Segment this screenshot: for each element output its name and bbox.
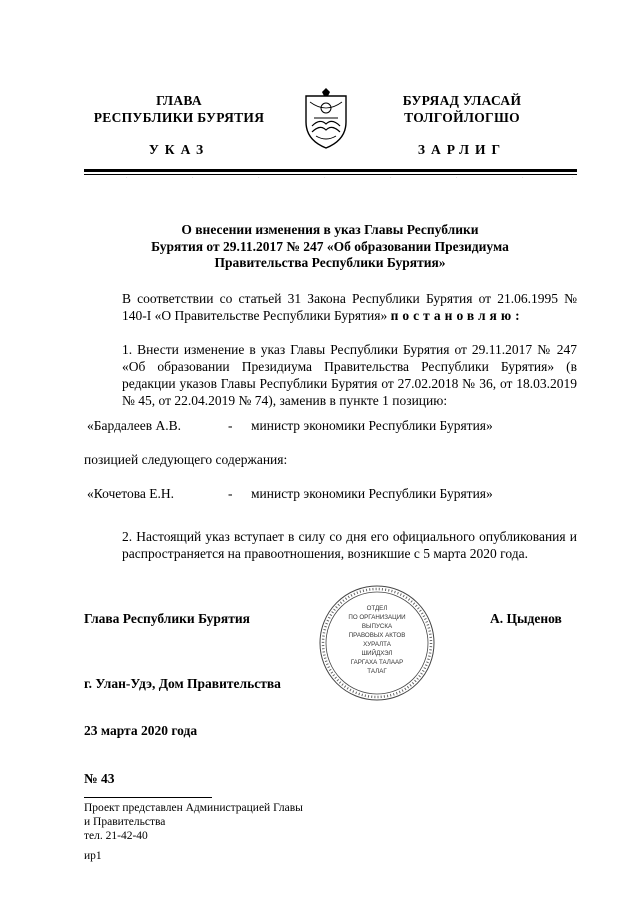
stamp-line8: ТАЛАГ xyxy=(367,668,387,675)
signature-name: А. Цыденов xyxy=(490,611,562,626)
intro-paragraph xyxy=(84,290,577,324)
header-right-doc: ЗАРЛИГ xyxy=(417,142,507,157)
footer-rule xyxy=(84,797,212,798)
stamp-line1: ОТДЕЛ xyxy=(366,605,388,612)
header-rule-thin xyxy=(84,174,577,175)
date: 23 марта 2020 года xyxy=(84,723,198,738)
stamp-line3: ВЫПУСКА xyxy=(361,623,393,630)
replace-text: позицией следующего содержания: xyxy=(84,452,288,467)
stamp-line5: ХУРАЛТА xyxy=(363,641,391,648)
coat-of-arms-icon xyxy=(300,88,352,150)
header-left-line1: ГЛАВА xyxy=(156,93,202,108)
footer xyxy=(84,801,303,863)
decree-title xyxy=(110,222,550,272)
header-right-line1: БУРЯАД УЛАСАЙ xyxy=(402,93,522,108)
footer-line3: тел. 21-42-40 xyxy=(84,830,148,842)
stamp-line4: ПРАВОВЫХ АКТОВ xyxy=(348,632,406,639)
stamp-line7: ГАРГАХА ТАЛААР xyxy=(350,659,404,666)
official-stamp xyxy=(318,584,436,702)
header-right xyxy=(362,92,562,126)
paragraph-1-text: 1. Внести изменение в указ Главы Республики Бурятия от 29.11.2017 № 247 «Об образовании Президиума Правительства Республики Бурятия» (в редакции указов Главы Республики Бурятия от 27.02.2018 № 36, от 18.03.2019 № 45, от 22.04.2019 № 74), заменив в пункте 1 позицию: xyxy=(122,342,577,408)
new-position-dash: - xyxy=(228,486,233,501)
stamp-line6: ШИЙДХЭЛ xyxy=(361,650,393,657)
header-left-line2: РЕСПУБЛИКИ БУРЯТИЯ xyxy=(93,110,265,125)
header-right-line2: ТОЛГОЙЛОГШО xyxy=(404,110,520,125)
decree-number: № 43 xyxy=(84,771,115,786)
title-line1: О внесении изменения в указ Главы Республики xyxy=(181,222,479,237)
title-line3: Правительства Республики Бурятия» xyxy=(214,255,446,270)
stamp-line2: ПО ОРГАНИЗАЦИИ xyxy=(348,614,406,621)
place: г. Улан-Удэ, Дом Правительства xyxy=(84,676,281,691)
new-position-title: министр экономики Республики Бурятия» xyxy=(251,486,493,501)
header-left-doc: УКАЗ xyxy=(148,142,210,157)
footer-line1: Проект представлен Администрацией Главы xyxy=(84,802,303,814)
header-dots: . . . . . . . . xyxy=(126,174,574,180)
old-position-title: министр экономики Республики Бурятия» xyxy=(251,418,493,433)
intro-text: В соответствии со статьей 31 Закона Республики Бурятия от 21.06.1995 № 140-I «О Правительстве Республики Бурятия» xyxy=(122,291,577,323)
paragraph-2 xyxy=(84,528,577,562)
signature-role: Глава Республики Бурятия xyxy=(84,611,250,626)
new-position-name: «Кочетова Е.Н. xyxy=(87,486,175,501)
paragraph-1 xyxy=(84,341,577,409)
intro-decree-word: постановляю: xyxy=(390,308,524,323)
old-position-dash: - xyxy=(228,418,233,433)
header-left xyxy=(84,92,274,126)
old-position-name: «Бардалеев А.В. xyxy=(87,418,182,433)
header-rule-thick xyxy=(84,169,577,172)
footer-line2: и Правительства xyxy=(84,816,166,828)
paragraph-2-text: 2. Настоящий указ вступает в силу со дня его официального опубликования и распространяется на правоотношения, возникшие с 5 марта 2020 года. xyxy=(122,529,577,561)
footer-line4: ир1 xyxy=(84,850,102,862)
title-line2: Бурятия от 29.11.2017 № 247 «Об образовании Президиума xyxy=(151,238,509,254)
